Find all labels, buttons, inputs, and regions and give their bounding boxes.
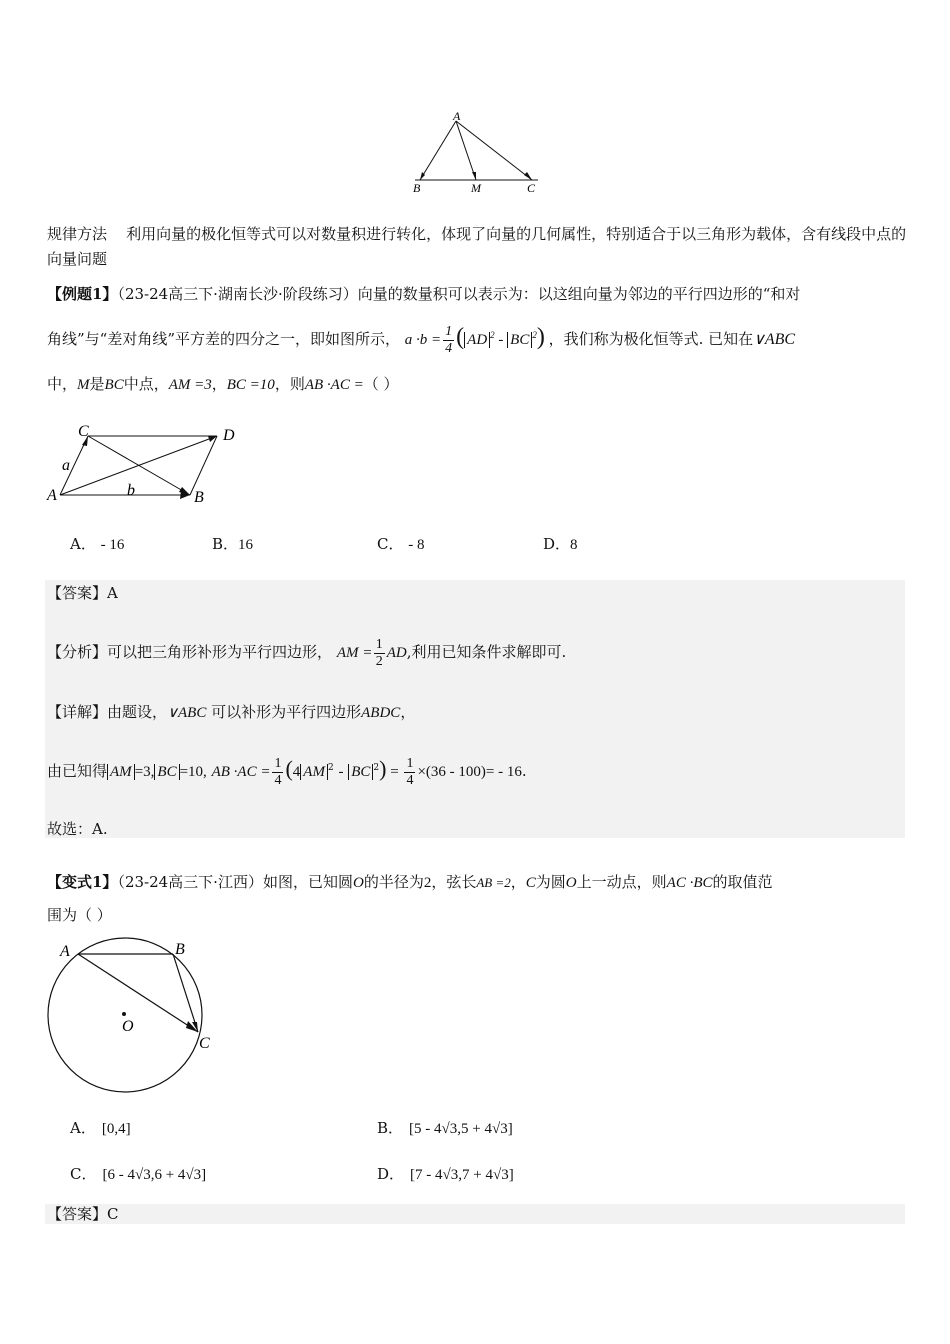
calc-quarter-2 [404, 756, 415, 789]
example1-m: M [77, 377, 90, 393]
v-answer-tag: 【答案】 [47, 1205, 108, 1223]
fig2-label-c: C [78, 423, 89, 440]
option-c-val: - 8 [408, 537, 425, 553]
q1-num: 1 [274, 755, 282, 771]
option-a-key: A． [70, 535, 96, 553]
example1-tag: 【例题1】 [47, 285, 118, 303]
answer-tag: 【答案】 [47, 584, 108, 602]
example1-ask: AB ·AC = [304, 377, 364, 393]
option-d-key: D． [543, 535, 571, 553]
triangle-median-figure [405, 108, 550, 200]
known-label: 由已知得 [47, 762, 108, 780]
fig1-label-c: C [527, 181, 536, 195]
variant1-text1g: 的取值范 [712, 873, 773, 891]
q2-den: 4 [406, 772, 414, 788]
calc-quarter-1 [272, 756, 283, 789]
formula-lhs: a ·b = [404, 332, 442, 348]
variant1-option-d[interactable] [377, 1163, 514, 1184]
calc-four: 4 [292, 764, 301, 780]
v-option-a-key: A． [70, 1119, 96, 1137]
fig2-label-d: D [223, 427, 235, 444]
example1-option-c[interactable] [377, 533, 425, 554]
example1-tri: ∨ABC [753, 331, 796, 348]
v-option-d-val: [7 - 4√3,7 + 4√3] [410, 1167, 514, 1183]
method-paragraph [47, 222, 907, 272]
v-option-a-val: [0,4] [101, 1121, 131, 1137]
example1-text1: 向量的数量积可以表示为：以这组向量为邻边的平行四边形的“和对 [357, 285, 801, 303]
fig1-label-m: M [471, 181, 481, 195]
example1-bc: BC [104, 377, 124, 393]
half-num: 1 [375, 636, 383, 652]
fig3-label-o: O [122, 1018, 134, 1035]
calc-bc: BC [348, 764, 373, 780]
q2-num: 1 [406, 755, 414, 771]
variant1-ab: AB =2 [476, 875, 511, 890]
fig1-label-b: B [413, 181, 421, 195]
example1-option-b[interactable] [212, 533, 253, 554]
example1-option-d[interactable] [543, 533, 578, 554]
polarization-formula: a ·b = $\frac{1}{4}$ ( AD $^2$ - BC $^2$) [404, 324, 545, 357]
variant1-text1d: ， [510, 873, 526, 891]
variant1-line1 [47, 870, 907, 896]
example1-text2b: ，我们称为极化恒等式. 已知在 [548, 330, 754, 348]
v-option-d-key: D． [377, 1165, 405, 1183]
example1-text3c: 中点， [123, 375, 169, 393]
variant1-o: O [352, 875, 364, 891]
circle-figure [40, 932, 225, 1097]
formula-sq2: 2 [532, 330, 537, 340]
option-b-key: B． [212, 535, 239, 553]
example1-analysis [47, 636, 907, 670]
analysis-half: $\frac{1}{2}$ [375, 636, 383, 669]
formula-fraction [443, 324, 454, 357]
variant1-text1a: 如图，已知圆 [262, 873, 353, 891]
analysis-tag: 【分析】 [47, 643, 108, 661]
calc-am: AM [300, 764, 328, 780]
variant1-prod: AC ·BC [666, 875, 713, 891]
detail-tri: ∨ABC [167, 705, 207, 721]
known-am-val: =3, [134, 764, 155, 780]
option-b-val: 16 [238, 537, 254, 553]
method-label: 规律方法 [47, 225, 108, 243]
v-option-b-val: [5 - 4√3,5 + 4√3] [409, 1121, 513, 1137]
example1-line2 [47, 320, 907, 357]
example1-text3d: ，则 [274, 375, 305, 393]
formula-ad: AD [464, 332, 490, 348]
example1-source: （23-24高三下·湖南长沙·阶段练习） [117, 285, 358, 303]
detail-par: ABDC [361, 705, 401, 721]
detail-tag: 【详解】 [47, 703, 108, 721]
example1-bcv: BC =10 [226, 377, 275, 393]
calc-ab-ac: AB ·AC = [211, 764, 271, 780]
variant1-text1e: 为圆 [535, 873, 566, 891]
example1-line3: 中，M是BC中点，AM =3，BC =10，则AB ·AC =（ ） [47, 375, 399, 393]
calc-sq1: 2 [327, 763, 334, 773]
example1-line1 [47, 282, 907, 307]
parallelogram-figure [42, 420, 247, 512]
variant1-option-b[interactable] [377, 1117, 513, 1138]
variant1-line2 [47, 903, 907, 928]
variant1-c: C [525, 875, 536, 891]
v-option-b-key: B． [377, 1119, 404, 1137]
formula-num: 1 [445, 324, 453, 340]
variant1-o2: O [565, 875, 577, 891]
v-answer-value: C [107, 1205, 119, 1223]
example1-option-a[interactable] [70, 533, 124, 554]
detail-text-c: ， [400, 703, 416, 721]
example1-detail [47, 700, 907, 726]
known-bc-val: =10, [179, 764, 207, 780]
variant1-source: （23-24高三下·江西） [117, 873, 263, 891]
example1-text3a: 中， [47, 375, 78, 393]
answer-value: A [107, 584, 118, 602]
example1-final [47, 817, 907, 842]
variant1-text1f: 上一动点，则 [576, 873, 667, 891]
known-am: AM [107, 764, 135, 780]
analysis-ad: AD [386, 645, 407, 661]
known-bc: BC [154, 764, 179, 780]
example1-paren: （ ） [363, 375, 399, 393]
fig3-label-a: A [60, 943, 70, 960]
variant1-tag: 【变式1】 [47, 873, 118, 891]
formula-sq1: 2 [490, 330, 495, 340]
variant1-r: 2 [423, 875, 432, 891]
analysis-text-a: 可以把三角形补形为平行四边形， [107, 643, 333, 661]
fig1-label-a: A [453, 109, 461, 123]
fig2-label-b-vec: b [127, 482, 135, 499]
variant1-answer [47, 1202, 907, 1227]
fig2-label-a: A [47, 487, 57, 504]
detail-text-b: 可以补形为平行四边形 [211, 703, 362, 721]
v-option-c-key: C． [70, 1165, 97, 1183]
fig2-label-b: B [194, 489, 204, 506]
option-d-val: 8 [570, 537, 578, 553]
analysis-eq: = [363, 645, 372, 661]
variant1-text2: 围为（ ） [47, 906, 112, 924]
detail-text-a: 由题设， [107, 703, 168, 721]
example1-answer [47, 581, 907, 606]
example1-am: AM =3 [168, 377, 212, 393]
calc-sq2: 2 [373, 763, 380, 773]
option-a-val: - 16 [100, 537, 125, 553]
formula-den: 4 [445, 341, 453, 357]
formula-minus: - [498, 332, 504, 348]
variant1-text1b: 的半径为 [363, 873, 424, 891]
variant1-text1c: ，弦长 [431, 873, 477, 891]
fig2-label-a-vec: a [62, 457, 70, 474]
analysis-am: AM [336, 645, 359, 661]
option-c-key: C． [377, 535, 404, 553]
fig3-label-c: C [199, 1035, 210, 1052]
fig3-label-b: B [175, 941, 185, 958]
calc-result: = - 16 [485, 764, 522, 780]
calc-mid: (36 - 100) [425, 764, 486, 780]
variant1-option-c[interactable] [70, 1163, 206, 1184]
formula-bc: BC [507, 332, 532, 348]
method-text: 利用向量的极化恒等式可以对数量积进行转化，体现了向量的几何属性，特别适合于以三角形为载体，含有线段中点的向量问题 [47, 225, 907, 268]
analysis-text-b: ,利用已知条件求解即可. [406, 643, 567, 661]
final-choice: 故选：A. [47, 820, 108, 838]
variant1-option-a[interactable] [70, 1117, 131, 1138]
v-option-c-val: [6 - 4√3,6 + 4√3] [102, 1167, 207, 1183]
example1-calculation: 由已知得 AM =3, BC =10, AB ·AC = $\frac{1}{4}$ (4 AM $^2$ - BC $^2$) = $\frac{1}{4}$ ×(36 - 100)= - 16. [47, 755, 527, 788]
example1-text2a: 角线”与“差对角线”平方差的四分之一，即如图所示， [47, 330, 401, 348]
example1-text3b: 是 [89, 375, 105, 393]
q1-den: 4 [274, 772, 282, 788]
